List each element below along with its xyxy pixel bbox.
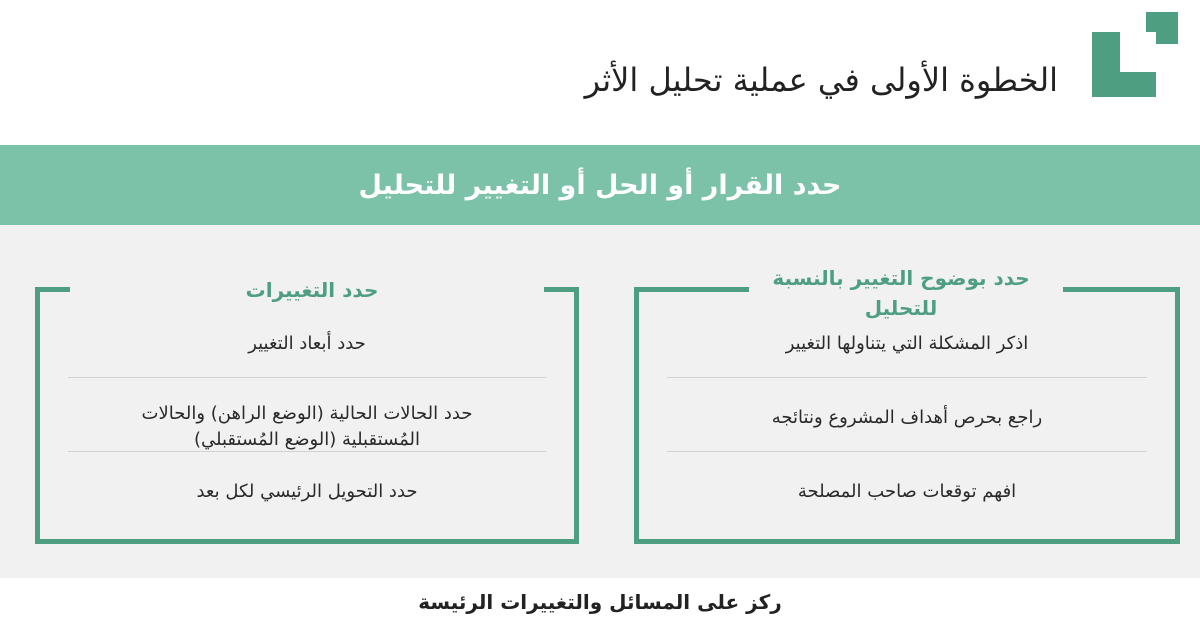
divider — [667, 451, 1147, 452]
box-top-border-right — [544, 287, 574, 292]
box-top-border-left — [639, 287, 755, 292]
list-item: حدد التحويل الرئيسي لكل بعد — [196, 481, 418, 502]
divider — [68, 451, 546, 452]
divider — [667, 377, 1147, 378]
box-title: حدد التغييرات — [210, 275, 414, 305]
list-item: اذكر المشكلة التي يتناولها التغيير — [785, 333, 1029, 354]
box-define-changes — [35, 278, 579, 544]
list-item: حدد أبعاد التغيير — [248, 333, 366, 354]
box-define-change — [634, 266, 1180, 544]
content-panel — [0, 225, 1200, 578]
list-item: راجع بحرص أهداف المشروع ونتائجه — [771, 407, 1043, 428]
brand-logo-icon — [1092, 12, 1180, 97]
logo-cutout — [1120, 32, 1156, 72]
list-item: افهم توقعات صاحب المصلحة — [797, 481, 1017, 502]
banner-text: حدد القرار أو الحل أو التغيير للتحليل — [358, 169, 842, 201]
box-title: حدد بوضوح التغيير بالنسبة للتحليل — [749, 263, 1053, 323]
footer-note: ركز على المسائل والتغييرات الرئيسة — [418, 590, 782, 614]
box-top-border-right — [1063, 287, 1175, 292]
box-top-border-left — [40, 287, 70, 292]
list-item: حدد الحالات الحالية (الوضع الراهن) والحالات المُستقبلية (الوضع المُستقبلي) — [141, 403, 473, 450]
page-title: الخطوة الأولى في عملية تحليل الأثر — [584, 61, 1058, 99]
divider — [68, 377, 546, 378]
step-banner — [0, 145, 1200, 225]
